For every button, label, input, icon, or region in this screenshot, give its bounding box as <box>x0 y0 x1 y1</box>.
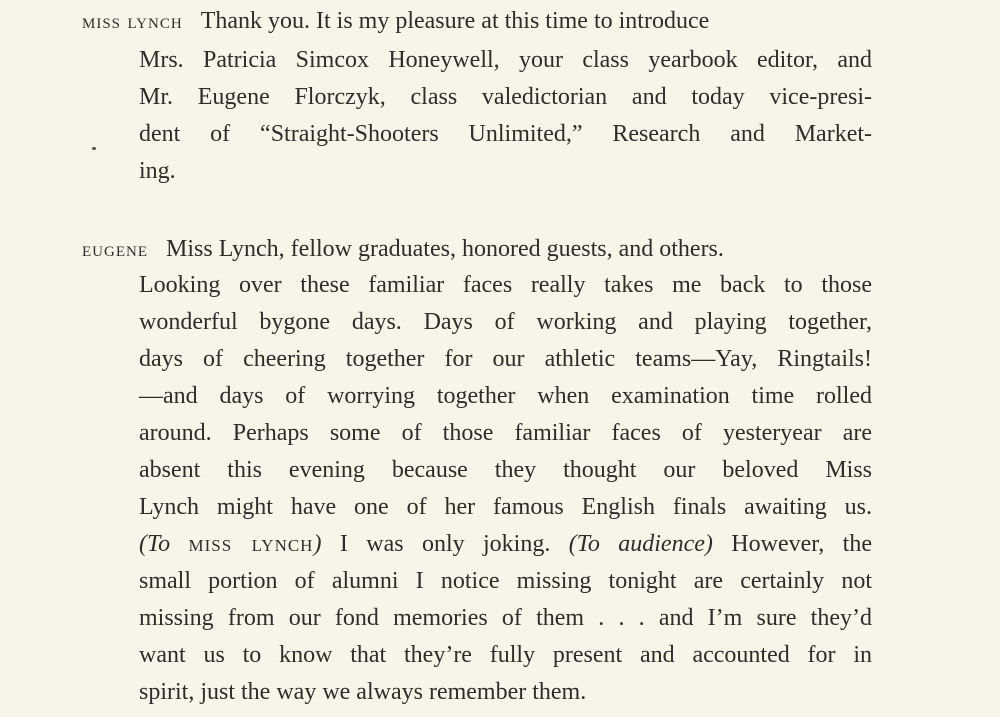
speech-line <box>82 230 872 268</box>
speech-line-mixed <box>139 526 872 563</box>
stray-ink-mark <box>92 147 96 150</box>
speech-line: spirit, just the way we always remember them. <box>139 679 587 705</box>
speech-line: days of cheering together for our athletic teams—Yay, Ringtails! <box>139 346 872 372</box>
speech-line: wonderful bygone days. Days of working and playing together, <box>139 309 872 335</box>
speech-line: absent this evening because they thought our beloved Miss <box>139 457 872 483</box>
line-text: I was only joking. <box>321 531 569 557</box>
speech-line: Looking over these familiar faces really takes me back to those <box>139 272 872 298</box>
speech-line: small portion of alumni I notice missing tonight are certainly not <box>139 568 872 594</box>
speech-line: —and days of worrying together when examination time rolled <box>139 383 872 409</box>
line-text: Miss Lynch, fellow graduates, honored guests, and others. <box>166 236 724 262</box>
speaker-name: miss lynch <box>82 8 183 33</box>
stage-direction: (To audience) <box>568 531 713 557</box>
stage-direction-name: miss lynch <box>188 531 314 557</box>
speech-line: dent of “Straight-Shooters Unlimited,” Research and Market- <box>139 121 872 147</box>
speech-line: around. Perhaps some of those familiar faces of yesteryear are <box>139 420 872 446</box>
speech-line: missing from our fond memories of them . . . and I’m sure they’d <box>139 605 872 631</box>
speech-line: want us to know that they’re fully present and accounted for in <box>139 642 872 668</box>
stage-direction-close: ) <box>313 531 322 557</box>
speech-line: Mr. Eugene Florczyk, class valedictorian and today vice-presi- <box>139 84 872 110</box>
speech-line <box>82 2 872 40</box>
speech-line: ing. <box>139 158 176 184</box>
stage-direction <box>139 531 321 557</box>
speech-line: Lynch might have one of her famous English finals awaiting us. <box>139 494 872 520</box>
speech-line: Mrs. Patricia Simcox Honeywell, your class yearbook editor, and <box>139 47 872 73</box>
speaker-name: eugene <box>82 236 148 261</box>
line-text: However, the <box>712 531 872 557</box>
line-text: Thank you. It is my pleasure at this time to introduce <box>200 8 710 34</box>
stage-direction-open: (To <box>139 531 189 557</box>
